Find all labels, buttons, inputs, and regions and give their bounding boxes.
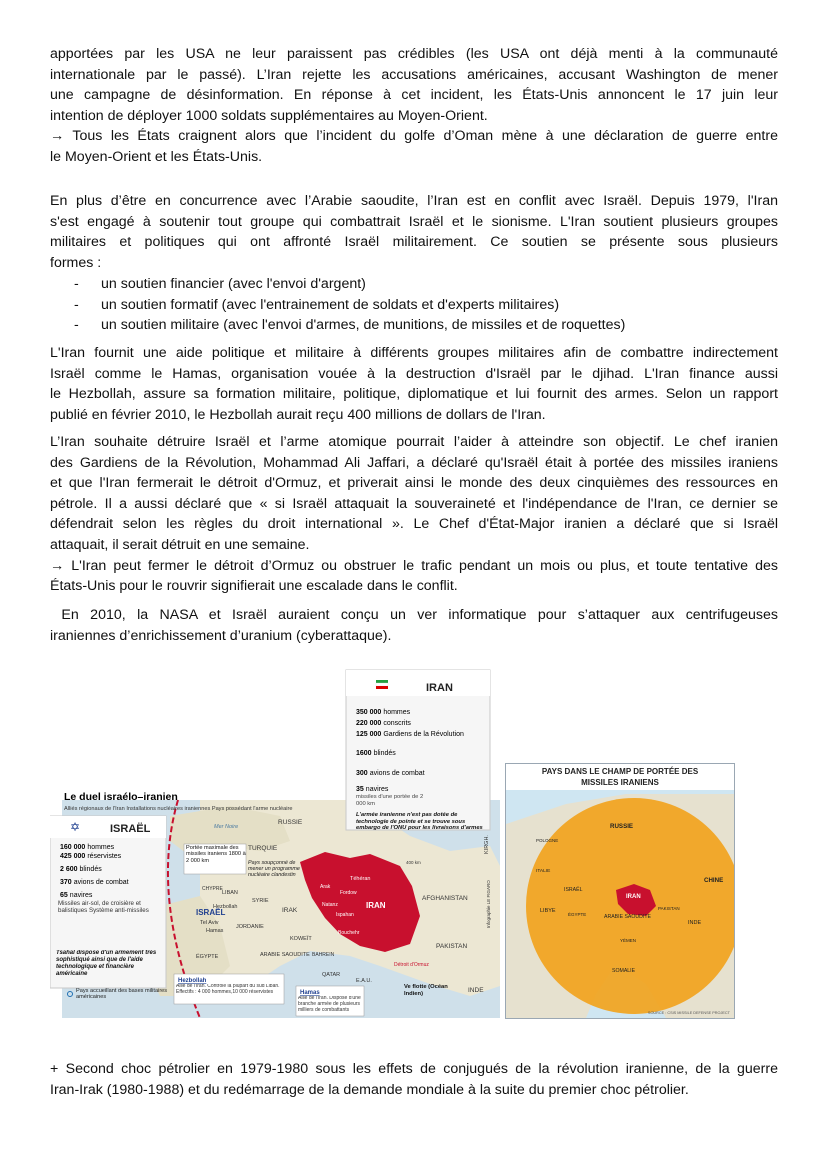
label-israel: ISRAËL [564,887,583,893]
bullet-dash: - [74,276,79,292]
text-line: formes : [50,254,102,271]
paragraph-3 [50,343,778,425]
hamas-note-text: Allié de l'Iran. Dispose d'une branche armée de plusieurs milliers de combattants [298,996,361,1013]
israel-missiles-note-wrap [58,900,150,950]
iran-stat-4: 1600 blindés [356,750,396,757]
label-libye: LIBYE [540,908,556,914]
label-egypte: ÉGYPTE [568,912,587,917]
iran-box-title: IRAN [426,682,453,694]
range-map-source: SOURCE : CSIS MISSILE DEFENSE PROJECT [647,1011,730,1015]
label-hamas: Hamas [206,928,224,934]
label-ispahan: Ispahan [336,912,354,918]
paragraph-4 [50,432,778,597]
paragraph-1 [50,44,778,168]
label-irak: IRAK [282,907,298,914]
hezbollah-note-text: Allié de l'Iran. Contrôle la plupart du sud Liban. Effectifs : 4 000 hommes,10 000 réservistes [176,984,280,995]
label-inde: INDE [688,920,702,926]
label-arabie: ARABIE SAOUDITE [260,952,310,958]
iran-stat-6: 35 navires [356,786,389,793]
label-qatar: QATAR [322,972,341,978]
infographic-graphic [50,666,500,1018]
iran-stat-5: 300 avions de combat [356,770,425,777]
label-iran: IRAN [366,901,386,910]
list-item-text: un soutien militaire (avec l'envoi d'armes, de munitions, de missiles et de roquettes) [101,317,626,334]
iran-stat-3: 125 000 Gardiens de la Révolution [356,731,464,738]
label-detroit: Détroit d'Ormuz [394,962,429,968]
israel-stat-2: 425 000 réservistes [60,853,122,860]
infographic-title: Le duel israélo–iranien [64,791,178,803]
tsahal-note: Tsahal dispose d'un armement très sophistiqué ainsi que de l'aide technologique et financière américaine [56,950,157,977]
list-item [74,274,625,295]
list-item [74,315,625,336]
support-list [74,274,625,336]
israel-stat-5: 65 navires [60,892,93,899]
iran-army-note-wrap [356,812,486,852]
israel-box-title: ISRAËL [110,823,151,835]
text-line: des Gardiens de la Révolution, Mohammad Ali Jaffari, a déclaré qu'Israël était à portée des missiles iraniens [50,454,778,471]
label-chine: CHINE [704,877,724,884]
range-note-wrap [186,845,246,875]
range-map-title-2: MISSILES IRANIENS [581,778,659,787]
text-line: + Second choc pétrolier en 1979-1980 sous les effets de conjugués de la révolution iranienne, de la guerre [50,1061,778,1077]
label-egypte: ÉGYPTE [196,954,219,960]
label-russie: RUSSIE [610,823,634,830]
range-map-graphic [506,764,734,1018]
label-liban: LIBAN [222,890,238,896]
text-line: et que l'Iran fermerait le détroit d'Ormuz, et priverait ainsi le monde des deux cinquièmes des ressources en [50,475,778,492]
label-arak: Arak [320,884,331,890]
text-line: attaquait, il serait détruit en une semaine. [50,536,310,553]
label-teheran: Téhéran [350,876,371,882]
bullet-dash: - [74,296,79,313]
infographic-legend: Alliés régionaux de l'Iran Installations nucléaires iraniennes Pays possédant l'arme nucléaire [64,806,293,812]
text-line: L’Iran souhaite détruire Israël et l’arme atomique pourrait l’aider à atteindre son objectif. Le chef iranien [50,434,778,450]
text-line: s'est engagé à soutenir tout groupe qui combattrait Israël et le sionisme. L'Iran soutient plusieurs groupes [50,213,778,230]
duel-infographic [50,666,500,1018]
text-line: pétrole. Il a aussi déclaré que « si Israël attaquait la souveraineté et l'indépendance de l'Iran, ce dernier se [50,495,778,512]
text-line: publié en février 2010, le Hezbollah aurait reçu 400 millions de dollars de l'Iran. [50,406,546,423]
text-line: militaires et politiques qui ont affronté Israël militairement. Ce soutien se présente sous plusieurs [50,234,778,251]
label-kirgh: KIRGH. [484,835,490,854]
label-russie: RUSSIE [278,819,303,826]
iran-missiles-note-wrap [356,794,424,812]
iran-missiles-note: missiles d'une portée de 2 000 km [356,794,424,807]
paragraph-6 [50,1059,778,1100]
fleet-note: Ve flotte (Océan Indien) [404,984,448,997]
iran-flag-red [376,686,388,689]
label-yemen: YÉMEN [620,938,637,943]
tsahal-note-wrap [56,950,164,986]
israel-stat-4: 370 avions de combat [60,879,129,886]
hezbollah-note-wrap [176,984,282,1004]
label-credit: Infographie LE FIGARO [486,880,491,928]
label-inde: INDE [468,987,484,994]
text-line: En 2010, la NASA et Israël auraient conçu un ver informatique pour s’attaquer aux centrifugeuses [50,607,778,623]
range-note: Portée maximale des missiles iraniens 1800 à 2 000 km [186,845,246,864]
iran-box-header [346,670,490,696]
iran-stat-2: 220 000 conscrits [356,720,411,727]
label-israel: ISRAËL [196,908,226,917]
star-of-david-icon: ✡ [70,820,81,834]
label-chypre: CHYPRE [202,886,223,892]
range-map-title-1: PAYS DANS LE CHAMP DE PORTÉE DES [541,767,699,776]
paragraph-2 [50,191,778,273]
text-line: En plus d’être en concurrence avec l’Arabie saoudite, l’Iran est en conflit avec Israël. Depuis 1979, l'Iran [50,193,778,209]
text-line: États-Unis pour le rouvrir signifierait une escalade dans le conflit. [50,578,458,595]
us-bases-note-wrap [76,988,168,1008]
label-iran: IRAN [626,894,641,900]
label-afghanistan: AFGHANISTAN [422,895,468,902]
label-mer-noire: Mer Noire [214,824,239,830]
label-syrie: SYRIE [252,898,269,904]
iran-stat-1: 350 000 hommes [356,709,411,716]
text-line: → Tous les États craignent alors que l’incident du golfe d’Oman mène à une déclaration de guerre entre [50,128,778,145]
syria-note: Pays soupçonné de mener un programme nucléaire clandestin [248,860,300,879]
text-line: → L'Iran peut fermer le détroit d’Ormuz ou obstruer le trafic pendant un mois ou plus, et toute tentative des [50,557,778,574]
text-line: Israël comme le Hamas, organisation vouée à la destruction d'Israël par le djihad. L'Iran finance aussi [50,365,778,382]
fleet-note-wrap [404,984,458,1004]
syria-note-wrap [248,860,304,890]
text-line: L'Iran fournit une aide politique et militaire à différents groupes militaires afin de combattre indirectement [50,345,778,361]
text-line: le Moyen-Orient et les États-Unis. [50,148,263,165]
label-italie: ITALIE [536,869,551,874]
text-line: internationale par le passé). L’Iran rejette les accusations américaines, accusant Washington de mener [50,66,778,83]
text-line: apportées par les USA ne leur paraissent pas crédibles (les USA ont déjà menti à la communauté [50,46,778,62]
hezbollah-note-title: Hezbollah [178,978,207,984]
label-hezbollah: Hezbollah [213,904,238,910]
us-bases-note: Pays accueillant des bases militaires américaines [76,988,168,1001]
bullet-dash: - [74,317,79,334]
label-pakistan: PAKISTAN [436,943,468,950]
list-item [74,295,625,316]
label-fordow: Fordow [340,890,357,896]
text-line: le Hezbollah, assure sa formation militaire, politique, diplomatique et lui fournit des armes. Selon un rapport [50,386,778,403]
iran-flag-green [376,680,388,683]
text-line: intention de déployer 1000 soldats supplémentaires au Moyen-Orient. [50,107,488,124]
text-line: Iran-Irak (1980-1988) et du redémarrage de la demande mondiale à la suite du premier choc pétrolier. [50,1081,689,1098]
label-tel-aviv: Tel Aviv [200,920,219,926]
paragraph-5 [50,605,778,646]
label-natanz: Natanz [322,902,338,908]
label-arabie: ARABIE SAOUDITE [604,914,651,920]
list-item-text: un soutien financier (avec l'envoi d'argent) [101,276,366,292]
label-scale: 400 km [406,860,421,865]
missile-range-map [505,763,735,1019]
label-bouchehr: Bouchehr [338,930,360,936]
iran-flag-white [376,683,388,686]
israel-missiles-note: Missiles air-sol, de croisière et balistiques Système anti-missiles [58,900,149,915]
hamas-note-title: Hamas [300,990,320,996]
label-koweit: KOWEÏT [290,936,312,942]
label-somalie: SOMALIE [612,968,636,974]
label-pakistan: PAKISTAN [658,906,680,911]
label-jordanie: JORDANIE [236,924,264,930]
israel-stat-3: 2 600 blindés [60,866,102,873]
label-bahrein: BAHREIN [312,952,335,958]
list-item-text: un soutien formatif (avec l'entrainement de soldats et d'experts militaires) [101,296,560,313]
label-turquie: TURQUIE [248,845,278,852]
text-line: iraniennes d’enrichissement d’uranium (cyberattaque). [50,627,392,644]
label-eau: E.A.U. [356,978,372,984]
hamas-note-wrap [298,996,364,1016]
israel-stat-1: 160 000 hommes [60,844,115,851]
text-line: défendrait selon les règles du droit international ». Le Chef d'État-Major iranien a déclaré que si Israël [50,516,778,533]
label-pologne: POLOGNE [536,838,559,843]
iran-army-note: L'armée iranienne n'est pas dotée de technologie de pointe et se trouve sous embargo de l'ONU pour les livraisons d'armes [356,812,483,832]
text-line: une campagne de désinformation. En réponse à cet incident, les États-Unis annoncent le 17 juin leur [50,87,778,104]
